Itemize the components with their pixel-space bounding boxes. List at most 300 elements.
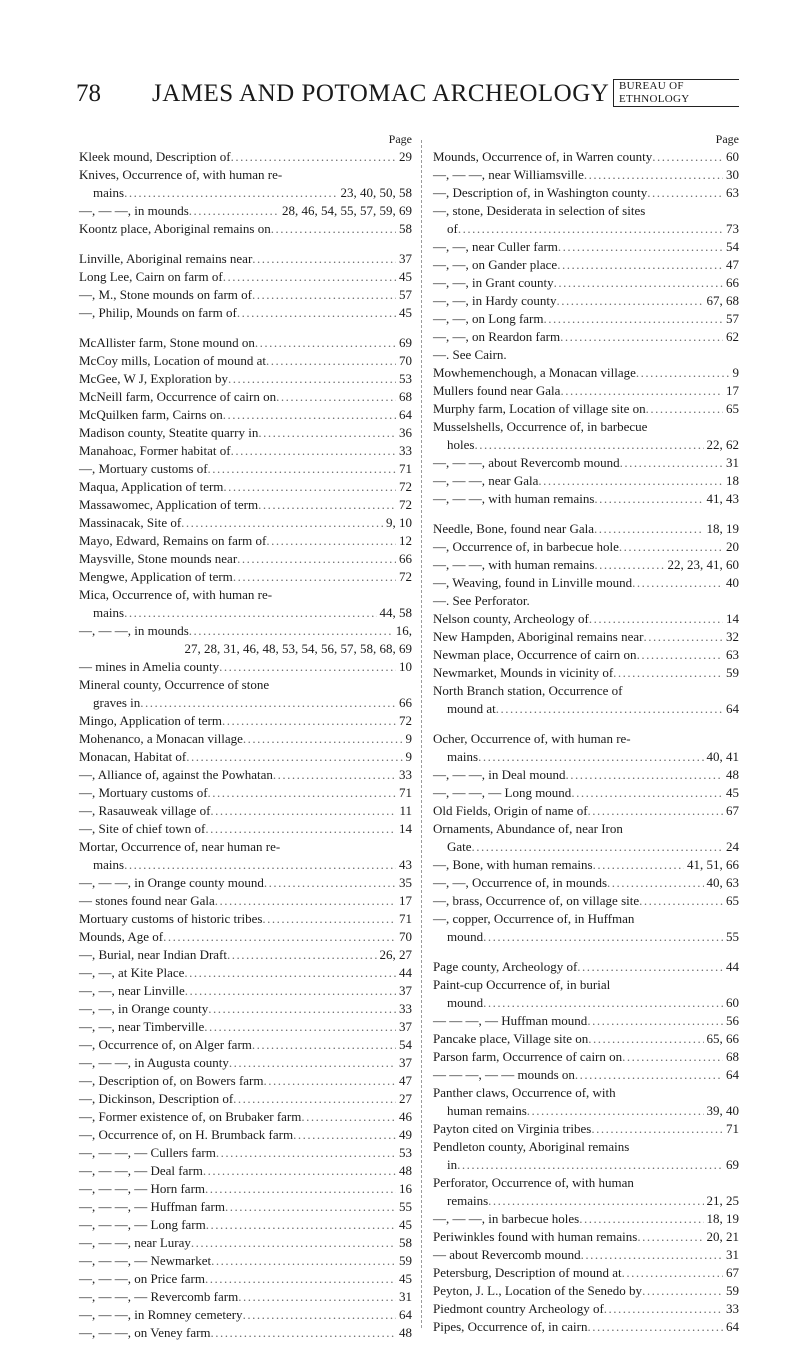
leader-dots xyxy=(243,1306,396,1324)
entry-text: Mayo, Edward, Remains on farm of xyxy=(79,533,267,548)
entry-pages: 60 xyxy=(726,149,739,164)
index-entry xyxy=(433,592,739,610)
leader-dots xyxy=(558,238,723,256)
entry-pages: 29 xyxy=(399,149,412,164)
index-entry xyxy=(79,892,412,910)
index-entry xyxy=(79,1144,412,1162)
entry-pages: 18 xyxy=(726,473,739,488)
leader-dots xyxy=(483,928,723,946)
index-entry xyxy=(79,166,412,184)
bureau-line-2: ETHNOLOGY xyxy=(619,93,690,105)
leader-dots xyxy=(571,784,723,802)
entry-pages: 62 xyxy=(726,329,739,344)
entry-text: —, — —, — Deal farm xyxy=(79,1163,203,1178)
entry-pages: 14 xyxy=(399,821,412,836)
index-entry xyxy=(433,1192,739,1210)
leader-dots xyxy=(124,604,376,622)
entry-pages: 53 xyxy=(399,371,412,386)
index-entry xyxy=(79,514,412,532)
leader-dots xyxy=(222,712,396,730)
index-entry xyxy=(79,202,412,220)
leader-dots xyxy=(210,802,396,820)
entry-text: —, — —, near Williamsville xyxy=(433,167,584,182)
entry-pages: 69 xyxy=(399,335,412,350)
entry-pages: 57 xyxy=(726,311,739,326)
index-entry xyxy=(79,586,412,604)
entry-pages: 72 xyxy=(399,479,412,494)
entry-text: —, — —, — Long farm xyxy=(79,1217,206,1232)
leader-dots xyxy=(566,766,723,784)
entry-text: Knives, Occurrence of, with human re- xyxy=(79,167,283,182)
leader-dots xyxy=(208,1000,396,1018)
entry-text: holes xyxy=(447,437,475,452)
index-entry xyxy=(79,1270,412,1288)
entry-pages: 70 xyxy=(399,353,412,368)
entry-pages: 37 xyxy=(399,1019,412,1034)
leader-dots xyxy=(189,202,279,220)
entry-pages: 55 xyxy=(726,929,739,944)
entry-text: —. See Perforator. xyxy=(433,593,530,608)
index-entry xyxy=(79,1018,412,1036)
leader-dots xyxy=(591,1120,723,1138)
entry-pages: 59 xyxy=(399,1253,412,1268)
index-entry xyxy=(433,184,739,202)
index-entry xyxy=(79,442,412,460)
entry-text: —, —, on Reardon farm xyxy=(433,329,561,344)
index-entry xyxy=(433,400,739,418)
index-entry xyxy=(433,1156,739,1174)
entry-text: Pipes, Occurrence of, in cairn xyxy=(433,1319,588,1334)
entry-pages: 72 xyxy=(399,569,412,584)
leader-dots xyxy=(594,556,664,574)
index-entry xyxy=(79,460,412,478)
index-entry xyxy=(433,166,739,184)
entry-text: Panther claws, Occurrence of, with xyxy=(433,1085,616,1100)
entry-text: —, Weaving, found in Linville mound xyxy=(433,575,633,590)
entry-text: —, — —, — Horn farm xyxy=(79,1181,206,1196)
index-entry xyxy=(79,1198,412,1216)
bureau-line-1: BUREAU OF xyxy=(619,80,684,92)
section-gap xyxy=(79,238,412,250)
entry-text: —, — —, — Cullers farm xyxy=(79,1145,216,1160)
leader-dots xyxy=(258,496,396,514)
entry-text: —, —, at Kite Place xyxy=(79,965,185,980)
leader-dots xyxy=(264,874,396,892)
entry-text: Newmarket, Mounds in vicinity of xyxy=(433,665,614,680)
entry-pages: 45 xyxy=(399,269,412,284)
index-entry xyxy=(79,1306,412,1324)
index-entry xyxy=(79,1054,412,1072)
leader-dots xyxy=(636,364,730,382)
leader-dots xyxy=(273,766,396,784)
index-entry xyxy=(79,712,412,730)
index-entry xyxy=(433,238,739,256)
entry-pages: 64 xyxy=(399,1307,412,1322)
entry-pages: 31 xyxy=(399,1289,412,1304)
entry-text: —, — —, in mounds xyxy=(79,623,189,638)
index-entry xyxy=(79,496,412,514)
leader-dots xyxy=(237,550,396,568)
leader-dots xyxy=(223,478,396,496)
entry-pages: 47 xyxy=(726,257,739,272)
entry-pages: 48 xyxy=(399,1325,412,1340)
index-entry xyxy=(433,682,739,700)
entry-text: graves in xyxy=(93,695,141,710)
leader-dots xyxy=(594,520,704,538)
entry-pages: 17 xyxy=(399,893,412,908)
entry-text: Monacan, Habitat of xyxy=(79,749,187,764)
entry-pages: 39, 40 xyxy=(706,1103,739,1118)
entry-text: —, Bone, with human remains xyxy=(433,857,593,872)
entry-text: Mounds, Age of xyxy=(79,929,164,944)
index-entry xyxy=(79,1000,412,1018)
index-entry xyxy=(433,202,739,220)
entry-text: —, — —, in barbecue holes xyxy=(433,1211,580,1226)
entry-pages: 14 xyxy=(726,611,739,626)
entry-text: McCoy mills, Location of mound at xyxy=(79,353,267,368)
leader-dots xyxy=(219,658,396,676)
entry-pages: 28, 46, 54, 55, 57, 59, 69 xyxy=(282,203,412,218)
entry-text: —, Philip, Mounds on farm of xyxy=(79,305,237,320)
index-entry xyxy=(79,568,412,586)
entry-pages: 24 xyxy=(726,839,739,854)
entry-pages: 45 xyxy=(399,1271,412,1286)
entry-pages: 46 xyxy=(399,1109,412,1124)
entry-text: Payton cited on Virginia tribes xyxy=(433,1121,592,1136)
entry-text: Maqua, Application of term xyxy=(79,479,224,494)
leader-dots xyxy=(543,310,723,328)
leader-dots xyxy=(211,1324,396,1342)
leader-dots xyxy=(584,166,723,184)
entry-text: Mingo, Application of term xyxy=(79,713,222,728)
entry-text: —, — —, — Revercomb farm xyxy=(79,1289,239,1304)
entry-pages: 54 xyxy=(726,239,739,254)
leader-dots xyxy=(237,304,396,322)
entry-text: —, Description of, in Washington county xyxy=(433,185,648,200)
index-entry xyxy=(433,1300,739,1318)
entry-pages: 9 xyxy=(732,365,739,380)
leader-dots xyxy=(185,982,396,1000)
leader-dots xyxy=(243,730,403,748)
index-entry xyxy=(79,1324,412,1342)
entry-pages: 33 xyxy=(399,443,412,458)
entry-text: mains xyxy=(93,185,125,200)
index-entry xyxy=(433,784,739,802)
leader-dots xyxy=(184,964,396,982)
leader-dots xyxy=(228,370,396,388)
index-entry xyxy=(79,856,412,874)
entry-pages: 33 xyxy=(399,1001,412,1016)
leader-dots xyxy=(293,1126,396,1144)
index-entry xyxy=(433,364,739,382)
leader-dots xyxy=(227,946,376,964)
entry-pages: 63 xyxy=(726,185,739,200)
left-entry-list xyxy=(79,148,412,1342)
index-entry xyxy=(79,184,412,202)
index-entry xyxy=(79,820,412,838)
entry-pages: 20, 21 xyxy=(706,1229,739,1244)
entry-pages: 12 xyxy=(399,533,412,548)
index-entry xyxy=(433,1264,739,1282)
entry-pages: 64 xyxy=(726,701,739,716)
index-entry xyxy=(433,346,739,364)
entry-pages: 18, 19 xyxy=(706,1211,739,1226)
entry-pages: 16, xyxy=(395,623,412,638)
leader-dots xyxy=(457,1156,723,1174)
entry-text: —, — —, with human remains xyxy=(433,491,595,506)
entry-pages: 58 xyxy=(399,221,412,236)
leader-dots xyxy=(211,1252,396,1270)
entry-text: —, Burial, near Indian Draft xyxy=(79,947,228,962)
entry-pages: 33 xyxy=(726,1301,739,1316)
index-entry xyxy=(79,1036,412,1054)
entry-text: Linville, Aboriginal remains near xyxy=(79,251,253,266)
entry-pages: 44 xyxy=(726,959,739,974)
entry-pages: 69 xyxy=(726,1157,739,1172)
index-entry xyxy=(433,838,739,856)
entry-pages: 40 xyxy=(726,575,739,590)
bureau-bracket xyxy=(613,79,739,107)
index-entry xyxy=(433,1102,739,1120)
leader-dots xyxy=(594,490,703,508)
index-entry xyxy=(433,472,739,490)
entry-pages: 65 xyxy=(726,893,739,908)
entry-pages: 44, 58 xyxy=(379,605,412,620)
index-column-left xyxy=(79,130,412,1342)
entry-text: —, Site of chief town of xyxy=(79,821,206,836)
leader-dots xyxy=(276,388,396,406)
index-entry xyxy=(79,874,412,892)
entry-pages: 64 xyxy=(399,407,412,422)
section-gap xyxy=(433,508,739,520)
entry-text: —, Alliance of, against the Powhatan xyxy=(79,767,273,782)
entry-pages: 54 xyxy=(399,1037,412,1052)
entry-text: McQuilken farm, Cairns on xyxy=(79,407,223,422)
index-entry xyxy=(79,424,412,442)
leader-dots xyxy=(646,400,723,418)
entry-pages: 73 xyxy=(726,221,739,236)
entry-pages: 60 xyxy=(726,995,739,1010)
entry-text: Mica, Occurrence of, with human re- xyxy=(79,587,273,602)
entry-pages: 16 xyxy=(399,1181,412,1196)
index-entry xyxy=(433,520,739,538)
entry-text: — — —, — Huffman mound xyxy=(433,1013,588,1028)
entry-text: Needle, Bone, found near Gala xyxy=(433,521,594,536)
entry-text: mound at xyxy=(447,701,496,716)
entry-text: —, — —, in Deal mound xyxy=(433,767,566,782)
right-entry-list xyxy=(433,148,739,1336)
index-entry xyxy=(79,694,412,712)
index-entry xyxy=(79,838,412,856)
entry-pages: 40, 41 xyxy=(706,749,739,764)
index-entry xyxy=(79,1288,412,1306)
page-column-label: Page xyxy=(715,132,739,146)
entry-text: — — —, — — mounds on xyxy=(433,1067,575,1082)
entry-text: —, Mortuary customs of xyxy=(79,785,208,800)
entry-pages: 67 xyxy=(726,1265,739,1280)
entry-text: Maysville, Stone mounds near xyxy=(79,551,238,566)
index-entry xyxy=(433,1138,739,1156)
entry-pages: 26, 27 xyxy=(379,947,412,962)
entry-pages: 65 xyxy=(726,401,739,416)
leader-dots xyxy=(557,256,723,274)
entry-pages: 56 xyxy=(726,1013,739,1028)
entry-pages: 43 xyxy=(399,857,412,872)
index-entry xyxy=(79,1162,412,1180)
entry-text: —, —, near Timberville xyxy=(79,1019,205,1034)
entry-text: —, — —, in mounds xyxy=(79,203,189,218)
index-entry xyxy=(433,1318,739,1336)
entry-text: Mineral county, Occurrence of stone xyxy=(79,677,270,692)
leader-dots xyxy=(205,820,396,838)
entry-text: Paint-cup Occurrence of, in burial xyxy=(433,977,611,992)
entry-text: — mines in Amelia county xyxy=(79,659,220,674)
index-entry xyxy=(433,730,739,748)
leader-dots xyxy=(231,442,396,460)
index-entry xyxy=(79,964,412,982)
entry-text: Madison county, Steatite quarry in xyxy=(79,425,259,440)
entry-text: —, Occurrence of, on H. Brumback farm xyxy=(79,1127,294,1142)
leader-dots xyxy=(647,184,723,202)
entry-pages: 44 xyxy=(399,965,412,980)
index-entry xyxy=(433,610,739,628)
leader-dots xyxy=(632,574,723,592)
leader-dots xyxy=(252,250,396,268)
leader-dots xyxy=(225,1198,396,1216)
entry-text: Koontz place, Aboriginal remains on xyxy=(79,221,271,236)
entry-pages: 45 xyxy=(726,785,739,800)
entry-text: —, — —, — Newmarket xyxy=(79,1253,212,1268)
index-entry xyxy=(79,352,412,370)
entry-text: Petersburg, Description of mound at xyxy=(433,1265,622,1280)
leader-dots xyxy=(527,1102,704,1120)
leader-dots xyxy=(620,454,723,472)
entry-pages: 53 xyxy=(399,1145,412,1160)
leader-dots xyxy=(642,1282,723,1300)
leader-dots xyxy=(643,628,723,646)
entry-pages: 11 xyxy=(399,803,412,818)
entry-text: Ornaments, Abundance of, near Iron xyxy=(433,821,623,836)
index-entry xyxy=(79,802,412,820)
running-title: JAMES AND POTOMAC ARCHEOLOGY xyxy=(152,80,610,107)
index-entry xyxy=(433,310,739,328)
index-entry xyxy=(433,1174,739,1192)
entry-pages: 37 xyxy=(399,1055,412,1070)
entry-text: —, — —, near Luray xyxy=(79,1235,191,1250)
index-entry xyxy=(433,700,739,718)
leader-dots xyxy=(208,460,396,478)
entry-text: mains xyxy=(93,605,125,620)
leader-dots xyxy=(255,334,396,352)
entry-text: Massinacak, Site of xyxy=(79,515,182,530)
leader-dots xyxy=(458,220,723,238)
index-entry xyxy=(79,1216,412,1234)
index-entry xyxy=(433,274,739,292)
leader-dots xyxy=(252,1036,396,1054)
entry-text: —, copper, Occurrence of, in Huffman xyxy=(433,911,635,926)
index-entry xyxy=(433,418,739,436)
leader-dots xyxy=(205,1270,396,1288)
leader-dots xyxy=(124,184,337,202)
index-entry xyxy=(79,148,412,166)
entry-text: —, —, in Orange county xyxy=(79,1001,209,1016)
entry-pages: 68 xyxy=(399,389,412,404)
entry-text: of xyxy=(447,221,458,236)
leader-dots xyxy=(252,286,396,304)
index-entry xyxy=(433,556,739,574)
entry-text: —, — —, with human remains xyxy=(433,557,595,572)
index-entry xyxy=(79,730,412,748)
entry-text: human remains xyxy=(447,1103,527,1118)
entry-pages: 71 xyxy=(726,1121,739,1136)
entry-pages: 64 xyxy=(726,1067,739,1082)
entry-pages: 45 xyxy=(399,1217,412,1232)
index-entry xyxy=(79,370,412,388)
entry-text: — stones found near Gala xyxy=(79,893,215,908)
entry-pages: 9 xyxy=(405,731,412,746)
leader-dots xyxy=(607,874,703,892)
index-entry xyxy=(79,640,412,658)
entry-pages: 17 xyxy=(726,383,739,398)
entry-text: —, — —, in Orange county mound xyxy=(79,875,264,890)
entry-pages: 40, 63 xyxy=(706,875,739,890)
entry-pages: 66 xyxy=(726,275,739,290)
entry-text: —, — —, — Long mound xyxy=(433,785,572,800)
entry-pages: 41, 51, 66 xyxy=(687,857,739,872)
entry-text: Parson farm, Occurrence of cairn on xyxy=(433,1049,623,1064)
leader-dots xyxy=(483,994,723,1012)
column-divider xyxy=(421,140,422,1328)
index-entry xyxy=(79,784,412,802)
leader-dots xyxy=(203,1162,396,1180)
index-entry xyxy=(433,994,739,1012)
index-column-right xyxy=(433,130,739,1336)
index-entry xyxy=(79,550,412,568)
leader-dots xyxy=(266,352,396,370)
leader-dots xyxy=(622,1048,723,1066)
index-entry xyxy=(79,982,412,1000)
index-entry xyxy=(79,1090,412,1108)
index-entry xyxy=(433,1282,739,1300)
leader-dots xyxy=(191,1234,396,1252)
entry-text: remains xyxy=(447,1193,489,1208)
index-entry xyxy=(433,1120,739,1138)
leader-dots xyxy=(496,700,723,718)
index-entry xyxy=(433,892,739,910)
index-entry xyxy=(79,268,412,286)
entry-pages: 31 xyxy=(726,455,739,470)
entry-text: Periwinkles found with human remains xyxy=(433,1229,638,1244)
entry-text: Old Fields, Origin of name of xyxy=(433,803,588,818)
entry-text: McNeill farm, Occurrence of cairn on xyxy=(79,389,277,404)
leader-dots xyxy=(208,784,396,802)
index-entry xyxy=(79,676,412,694)
leader-dots xyxy=(204,1018,396,1036)
leader-dots xyxy=(181,514,383,532)
entry-pages: 30 xyxy=(726,167,739,182)
entry-text: Mortuary customs of historic tribes xyxy=(79,911,263,926)
leader-dots xyxy=(577,958,723,976)
leader-dots xyxy=(186,748,402,766)
index-entry xyxy=(433,664,739,682)
entry-text: —, — —, about Revercomb mound xyxy=(433,455,620,470)
leader-dots xyxy=(238,1288,396,1306)
entry-pages: 31 xyxy=(726,1247,739,1262)
entry-text: mound xyxy=(447,995,484,1010)
leader-dots xyxy=(637,646,723,664)
entry-text: mains xyxy=(93,857,125,872)
index-entry xyxy=(79,220,412,238)
